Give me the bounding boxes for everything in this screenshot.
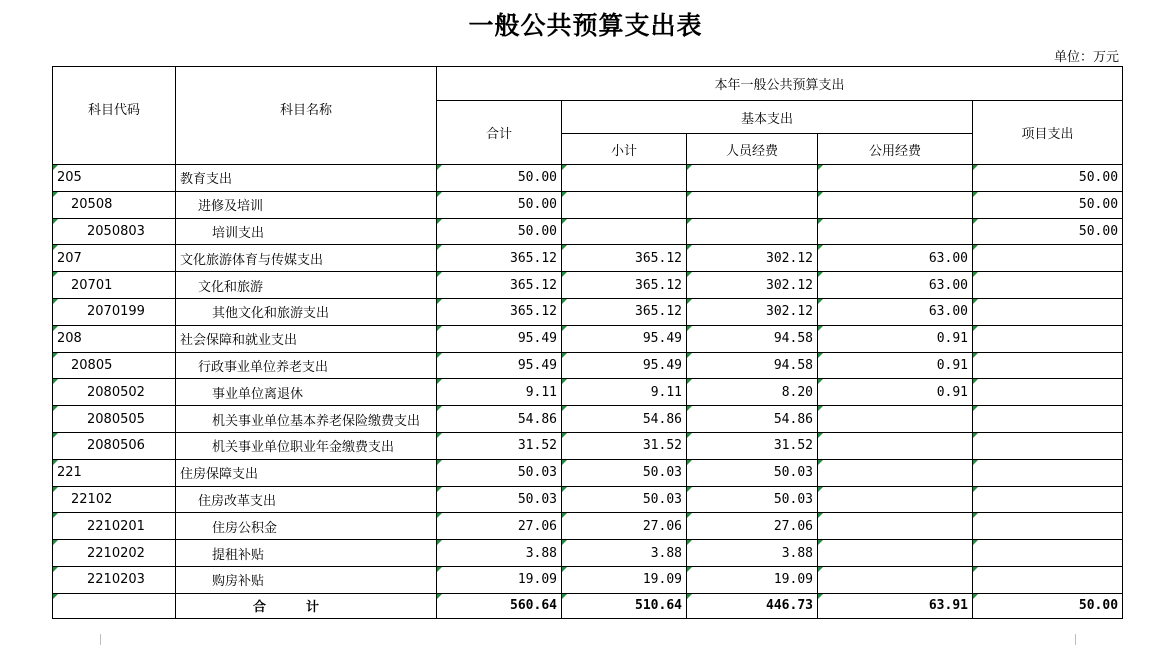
table-row	[53, 459, 1123, 486]
row-project	[973, 325, 1123, 352]
row-code: 2210203	[53, 566, 176, 593]
row-total: 50.03	[437, 486, 562, 513]
row-name: 机关事业单位基本养老保险缴费支出	[176, 406, 437, 433]
row-project	[973, 245, 1123, 272]
row-total: 95.49	[437, 325, 562, 352]
total-subtotal: 510.64	[562, 593, 687, 618]
row-public	[818, 432, 973, 459]
row-public: 0.91	[818, 352, 973, 379]
row-total: 27.06	[437, 513, 562, 540]
row-subtotal: 9.11	[562, 379, 687, 406]
row-name: 住房改革支出	[176, 486, 437, 513]
row-project	[973, 406, 1123, 433]
total-label: 合计	[176, 593, 437, 618]
total-personnel: 446.73	[687, 593, 818, 618]
row-total: 50.00	[437, 191, 562, 218]
row-subtotal: 95.49	[562, 325, 687, 352]
row-name: 提租补贴	[176, 540, 437, 567]
row-subtotal	[562, 191, 687, 218]
row-name: 事业单位离退休	[176, 379, 437, 406]
row-personnel: 8.20	[687, 379, 818, 406]
table-row	[53, 486, 1123, 513]
row-code: 208	[53, 325, 176, 352]
row-public	[818, 540, 973, 567]
row-code: 20805	[53, 352, 176, 379]
table-row	[53, 406, 1123, 433]
row-name: 文化旅游体育与传媒支出	[176, 245, 437, 272]
row-code: 221	[53, 459, 176, 486]
row-subtotal: 95.49	[562, 352, 687, 379]
row-personnel: 302.12	[687, 298, 818, 325]
table-row	[53, 540, 1123, 567]
row-subtotal: 3.88	[562, 540, 687, 567]
row-subtotal: 365.12	[562, 245, 687, 272]
row-subtotal: 365.12	[562, 272, 687, 299]
row-total: 50.00	[437, 165, 562, 192]
total-code-cell	[53, 593, 176, 618]
row-personnel	[687, 191, 818, 218]
row-personnel	[687, 165, 818, 192]
row-name: 文化和旅游	[176, 272, 437, 299]
header-total: 合计	[437, 101, 562, 165]
row-personnel: 27.06	[687, 513, 818, 540]
row-project	[973, 540, 1123, 567]
row-public	[818, 459, 973, 486]
row-total: 3.88	[437, 540, 562, 567]
table-body	[53, 165, 1123, 594]
header-public: 公用经费	[818, 134, 973, 165]
budget-table	[52, 66, 1123, 619]
row-name: 社会保障和就业支出	[176, 325, 437, 352]
row-code: 207	[53, 245, 176, 272]
table-row	[53, 325, 1123, 352]
row-total: 19.09	[437, 566, 562, 593]
row-subtotal: 19.09	[562, 566, 687, 593]
row-name: 机关事业单位职业年金缴费支出	[176, 432, 437, 459]
row-public	[818, 513, 973, 540]
row-project	[973, 566, 1123, 593]
table-row	[53, 379, 1123, 406]
row-name: 其他文化和旅游支出	[176, 298, 437, 325]
row-project	[973, 272, 1123, 299]
row-total: 365.12	[437, 298, 562, 325]
table-row	[53, 566, 1123, 593]
row-personnel: 3.88	[687, 540, 818, 567]
row-total: 365.12	[437, 272, 562, 299]
row-public: 0.91	[818, 325, 973, 352]
total-project: 50.00	[973, 593, 1123, 618]
row-code: 2210202	[53, 540, 176, 567]
header-subtotal: 小计	[562, 134, 687, 165]
row-name: 教育支出	[176, 165, 437, 192]
row-personnel: 302.12	[687, 245, 818, 272]
row-public	[818, 406, 973, 433]
row-code: 2080506	[53, 432, 176, 459]
row-personnel: 50.03	[687, 486, 818, 513]
row-total: 31.52	[437, 432, 562, 459]
page-divider-left	[100, 634, 101, 645]
total-total: 560.64	[437, 593, 562, 618]
row-public	[818, 218, 973, 245]
row-public: 63.00	[818, 272, 973, 299]
header-personnel: 人员经费	[687, 134, 818, 165]
row-subtotal: 50.03	[562, 486, 687, 513]
table-row	[53, 191, 1123, 218]
row-name: 住房公积金	[176, 513, 437, 540]
row-public: 0.91	[818, 379, 973, 406]
row-name: 行政事业单位养老支出	[176, 352, 437, 379]
row-name: 住房保障支出	[176, 459, 437, 486]
row-code: 2070199	[53, 298, 176, 325]
row-public	[818, 566, 973, 593]
row-project	[973, 298, 1123, 325]
row-subtotal: 365.12	[562, 298, 687, 325]
table-row	[53, 298, 1123, 325]
row-project	[973, 486, 1123, 513]
row-code: 2080505	[53, 406, 176, 433]
row-subtotal: 54.86	[562, 406, 687, 433]
row-public	[818, 165, 973, 192]
row-total: 95.49	[437, 352, 562, 379]
row-total: 54.86	[437, 406, 562, 433]
row-public	[818, 191, 973, 218]
row-project	[973, 459, 1123, 486]
row-project: 50.00	[973, 165, 1123, 192]
row-name: 购房补贴	[176, 566, 437, 593]
row-total: 9.11	[437, 379, 562, 406]
total-row	[53, 593, 1123, 618]
row-code: 2080502	[53, 379, 176, 406]
unit-label: 单位：万元	[1053, 50, 1119, 65]
row-code: 205	[53, 165, 176, 192]
row-subtotal	[562, 218, 687, 245]
row-project	[973, 432, 1123, 459]
row-personnel	[687, 218, 818, 245]
table-row	[53, 432, 1123, 459]
row-subtotal	[562, 165, 687, 192]
header-code: 科目代码	[53, 67, 176, 165]
row-code: 20701	[53, 272, 176, 299]
row-public: 63.00	[818, 298, 973, 325]
row-total: 50.03	[437, 459, 562, 486]
row-subtotal: 31.52	[562, 432, 687, 459]
row-project	[973, 513, 1123, 540]
row-personnel: 19.09	[687, 566, 818, 593]
row-public	[818, 486, 973, 513]
row-personnel: 302.12	[687, 272, 818, 299]
table-row	[53, 352, 1123, 379]
header-group: 本年一般公共预算支出	[437, 67, 1123, 101]
page-divider-right	[1075, 634, 1076, 645]
page-title: 一般公共预算支出表	[468, 11, 703, 40]
row-subtotal: 27.06	[562, 513, 687, 540]
table-row	[53, 245, 1123, 272]
row-public: 63.00	[818, 245, 973, 272]
row-code: 2050803	[53, 218, 176, 245]
table-row	[53, 165, 1123, 192]
row-personnel: 54.86	[687, 406, 818, 433]
table-row	[53, 218, 1123, 245]
header-project: 项目支出	[973, 101, 1123, 165]
row-project	[973, 352, 1123, 379]
row-project: 50.00	[973, 191, 1123, 218]
total-public: 63.91	[818, 593, 973, 618]
row-project	[973, 379, 1123, 406]
row-code: 20508	[53, 191, 176, 218]
row-name: 进修及培训	[176, 191, 437, 218]
table-row	[53, 513, 1123, 540]
row-name: 培训支出	[176, 218, 437, 245]
table-row	[53, 272, 1123, 299]
header-basic: 基本支出	[562, 101, 973, 134]
row-subtotal: 50.03	[562, 459, 687, 486]
row-total: 50.00	[437, 218, 562, 245]
row-personnel: 50.03	[687, 459, 818, 486]
header-name: 科目名称	[176, 67, 437, 165]
row-project: 50.00	[973, 218, 1123, 245]
row-code: 22102	[53, 486, 176, 513]
row-code: 2210201	[53, 513, 176, 540]
row-personnel: 31.52	[687, 432, 818, 459]
row-personnel: 94.58	[687, 352, 818, 379]
row-total: 365.12	[437, 245, 562, 272]
row-personnel: 94.58	[687, 325, 818, 352]
